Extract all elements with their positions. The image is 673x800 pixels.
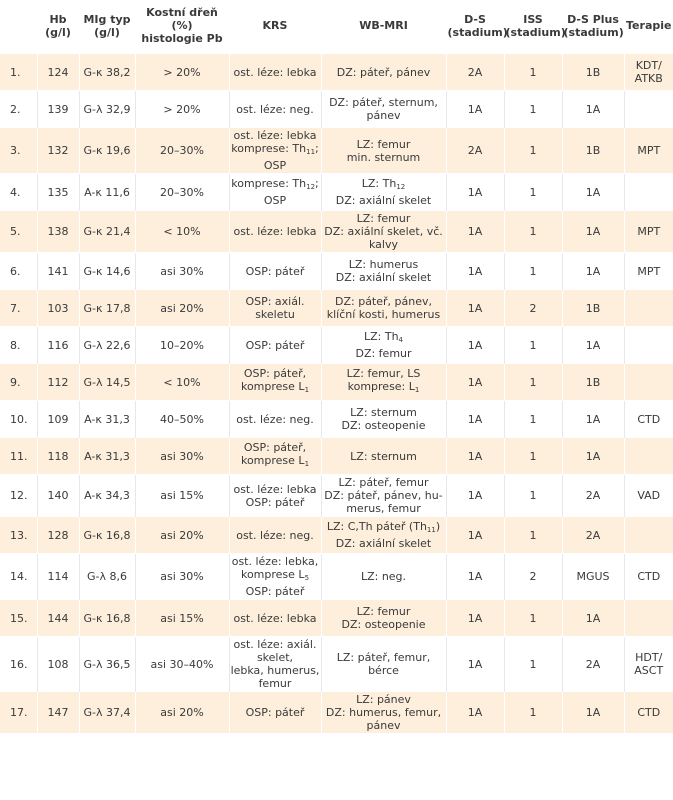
cell-ds-stage: 1A — [446, 600, 504, 637]
cell-therapy — [624, 637, 673, 692]
cell-line: kalvy — [369, 238, 398, 251]
cell-line: skeletu — [255, 308, 295, 321]
cell-ds-plus-stage: 1A — [562, 91, 624, 128]
cell-line: DZ: osteopenie — [341, 618, 426, 631]
cell-krs — [229, 128, 321, 174]
cell-line: ost. léze: lebka — [233, 65, 317, 79]
cell-line: skelet, — [256, 651, 294, 664]
cell-hb: 124 — [37, 54, 79, 91]
cell-line: LZ: neg. — [360, 570, 407, 583]
cell-iss-stage: 1 — [504, 128, 562, 174]
cell-hb: 118 — [37, 438, 79, 475]
header-line: Terapie — [626, 19, 672, 32]
cell-line: ASCT — [634, 664, 664, 677]
header-line: (stadium) — [447, 25, 508, 39]
cell-mig-type: G-κ 16,8 — [79, 517, 135, 554]
cell-line: LZ: sternum — [350, 449, 417, 463]
cell-iss-stage: 1 — [504, 364, 562, 401]
col-header-bone-marrow — [135, 0, 229, 54]
cell-line: komprese $L_1$ — [240, 380, 310, 394]
cell-line: MPT — [637, 144, 661, 157]
cell-ds-stage: 2A — [446, 128, 504, 174]
table-row — [0, 475, 673, 517]
cell-krs — [229, 475, 321, 517]
cell-line: bérce — [368, 664, 399, 677]
cell-ds-stage: 1A — [446, 290, 504, 327]
cell-line: ost. léze: neg. — [236, 412, 314, 426]
cell-therapy — [624, 290, 673, 327]
cell-line: ost. léze: neg. — [236, 102, 314, 116]
cell-krs — [229, 517, 321, 554]
cell-row-number: 7. — [0, 290, 37, 327]
header-line: KRS — [262, 19, 288, 32]
cell-wb-mri — [321, 211, 446, 253]
cell-line: DZ: axiální skelet, vč. — [324, 225, 443, 238]
cell-hb: 140 — [37, 475, 79, 517]
cell-bone-marrow: asi 20% — [135, 290, 229, 327]
cell-line: ATKB — [634, 72, 663, 85]
header-line: (stadium) — [563, 25, 624, 39]
table-row — [0, 290, 673, 327]
table-header — [0, 0, 673, 54]
cell-bone-marrow: asi 30% — [135, 438, 229, 475]
cell-bone-marrow: asi 30% — [135, 253, 229, 290]
cell-line: OSP: páteř — [245, 338, 305, 352]
cell-wb-mri — [321, 554, 446, 600]
cell-row-number: 11. — [0, 438, 37, 475]
table-row — [0, 438, 673, 475]
cell-ds-stage: 1A — [446, 692, 504, 734]
cell-line: komprese $L_1$ — [240, 454, 310, 468]
cell-line: LZ: páteř, femur, — [336, 651, 431, 664]
cell-krs — [229, 290, 321, 327]
table-row — [0, 401, 673, 438]
cell-row-number: 15. — [0, 600, 37, 637]
cell-ds-plus-stage: 1A — [562, 211, 624, 253]
cell-line: LZ: $Th_4$ — [363, 330, 404, 344]
cell-mig-type: G-λ 36,5 — [79, 637, 135, 692]
cell-bone-marrow: asi 20% — [135, 517, 229, 554]
header-line: Hb — [49, 12, 67, 26]
cell-krs — [229, 692, 321, 734]
cell-therapy — [624, 253, 673, 290]
cell-line: OSP: páteř — [245, 495, 305, 509]
cell-line: pánev — [366, 719, 401, 732]
cell-line: LZ: femur — [356, 605, 411, 618]
cell-line: DZ: femur — [355, 347, 412, 360]
cell-mig-type: G-κ 21,4 — [79, 211, 135, 253]
cell-hb: 108 — [37, 637, 79, 692]
cell-line: OSP: páteř — [245, 706, 305, 719]
cell-therapy — [624, 364, 673, 401]
col-header-row-number — [0, 0, 37, 54]
cell-wb-mri — [321, 290, 446, 327]
cell-iss-stage: 1 — [504, 438, 562, 475]
cell-krs — [229, 327, 321, 364]
cell-bone-marrow: asi 30% — [135, 554, 229, 600]
cell-therapy — [624, 54, 673, 91]
cell-ds-stage: 1A — [446, 475, 504, 517]
cell-ds-stage: 1A — [446, 401, 504, 438]
cell-row-number: 3. — [0, 128, 37, 174]
cell-ds-plus-stage: 1B — [562, 364, 624, 401]
cell-iss-stage: 1 — [504, 174, 562, 211]
cell-line: ost. léze: lebka — [233, 129, 317, 142]
cell-ds-plus-stage: 1A — [562, 692, 624, 734]
cell-row-number: 17. — [0, 692, 37, 734]
cell-line: LZ: femur — [356, 212, 411, 225]
cell-hb: 144 — [37, 600, 79, 637]
cell-row-number: 1. — [0, 54, 37, 91]
cell-bone-marrow: asi 20% — [135, 692, 229, 734]
cell-wb-mri — [321, 517, 446, 554]
cell-hb: 132 — [37, 128, 79, 174]
cell-line: lebka, humerus, — [230, 664, 320, 677]
cell-wb-mri — [321, 54, 446, 91]
cell-line: LZ: femur — [356, 137, 411, 151]
cell-krs — [229, 54, 321, 91]
cell-line: DZ: osteopenie — [341, 419, 426, 432]
cell-wb-mri — [321, 401, 446, 438]
table-row — [0, 91, 673, 128]
cell-iss-stage: 1 — [504, 54, 562, 91]
cell-line: komprese $L_5$ — [240, 568, 310, 582]
cell-line: femur — [258, 677, 292, 690]
table-row — [0, 600, 673, 637]
header-line: Kostní dřeň — [146, 6, 218, 19]
cell-line: komprese: $L_1$ — [347, 380, 420, 394]
cell-line: CTD — [637, 570, 661, 583]
cell-ds-plus-stage: 1B — [562, 290, 624, 327]
cell-wb-mri — [321, 475, 446, 517]
cell-ds-plus-stage: 2A — [562, 517, 624, 554]
cell-mig-type: G-κ 19,6 — [79, 128, 135, 174]
cell-iss-stage: 1 — [504, 475, 562, 517]
cell-mig-type: G-λ 14,5 — [79, 364, 135, 401]
cell-line: klíční kosti, humerus — [326, 308, 441, 321]
cell-line: DZ: humerus, femur, — [325, 706, 442, 719]
cell-therapy — [624, 475, 673, 517]
cell-row-number: 8. — [0, 327, 37, 364]
cell-therapy — [624, 600, 673, 637]
cell-line: ost. léze: lebka — [233, 225, 317, 238]
cell-iss-stage: 1 — [504, 517, 562, 554]
cell-line: pánev — [366, 109, 401, 122]
col-header-ds-stage — [446, 0, 508, 54]
cell-row-number: 5. — [0, 211, 37, 253]
cell-mig-type: G-λ 22,6 — [79, 327, 135, 364]
cell-iss-stage: 1 — [504, 401, 562, 438]
cell-hb: 112 — [37, 364, 79, 401]
cell-krs — [229, 211, 321, 253]
cell-line: OSP — [263, 159, 287, 172]
table-row — [0, 327, 673, 364]
table-row — [0, 517, 673, 554]
header-line: MIg typ — [83, 12, 131, 26]
cell-mig-type: A-κ 34,3 — [79, 475, 135, 517]
cell-mig-type: G-λ 32,9 — [79, 91, 135, 128]
header-line: WB-MRI — [359, 19, 408, 32]
cell-ds-stage: 1A — [446, 554, 504, 600]
cell-line: OSP: páteř, — [243, 441, 307, 454]
cell-wb-mri — [321, 600, 446, 637]
col-header-krs — [229, 0, 321, 54]
header-line: ISS — [523, 12, 543, 26]
cell-line: DZ: páteř, pánev — [336, 65, 431, 79]
cell-hb: 138 — [37, 211, 79, 253]
cell-hb: 109 — [37, 401, 79, 438]
cell-line: ost. léze: axiál. — [233, 638, 317, 651]
cell-bone-marrow: asi 15% — [135, 475, 229, 517]
cell-line: OSP — [263, 194, 287, 207]
cell-row-number: 12. — [0, 475, 37, 517]
cell-mig-type: G-λ 37,4 — [79, 692, 135, 734]
table-row — [0, 554, 673, 600]
cell-krs — [229, 174, 321, 211]
cell-line: KDT/ — [635, 59, 662, 72]
cell-ds-stage: 1A — [446, 438, 504, 475]
cell-iss-stage: 1 — [504, 600, 562, 637]
cell-wb-mri — [321, 637, 446, 692]
cell-ds-stage: 2A — [446, 54, 504, 91]
cell-therapy — [624, 327, 673, 364]
cell-row-number: 14. — [0, 554, 37, 600]
cell-therapy — [624, 517, 673, 554]
cell-line: VAD — [637, 489, 661, 502]
cell-krs — [229, 554, 321, 600]
cell-line: komprese: $Th_{12}$; — [231, 177, 319, 191]
cell-line: komprese: $Th_{11}$; — [231, 142, 319, 156]
header-line: (g/l) — [45, 25, 71, 39]
cell-krs — [229, 91, 321, 128]
cell-line: DZ: páteř, pánev, — [335, 295, 432, 308]
cell-line: OSP: páteř, — [243, 367, 307, 380]
cell-therapy — [624, 91, 673, 128]
cell-line: DZ: páteř, sternum, — [329, 96, 438, 109]
cell-hb: 147 — [37, 692, 79, 734]
cell-wb-mri — [321, 692, 446, 734]
cell-wb-mri — [321, 327, 446, 364]
cell-iss-stage: 1 — [504, 327, 562, 364]
cell-ds-plus-stage: 1B — [562, 128, 624, 174]
cell-iss-stage: 2 — [504, 290, 562, 327]
cell-therapy — [624, 692, 673, 734]
cell-mig-type: G-κ 38,2 — [79, 54, 135, 91]
table-row — [0, 174, 673, 211]
cell-wb-mri — [321, 364, 446, 401]
cell-line: DZ: páteř, pánev, hu- — [324, 489, 443, 502]
cell-iss-stage: 1 — [504, 692, 562, 734]
cell-krs — [229, 364, 321, 401]
cell-ds-plus-stage: 1A — [562, 438, 624, 475]
cell-ds-stage: 1A — [446, 91, 504, 128]
header-line: (g/l) — [94, 25, 120, 39]
cell-bone-marrow: > 20% — [135, 91, 229, 128]
header-row — [0, 0, 673, 54]
col-header-mig-type — [79, 0, 135, 54]
cell-iss-stage: 2 — [504, 554, 562, 600]
cell-line: merus, femur — [346, 502, 421, 515]
table-row — [0, 128, 673, 174]
cell-bone-marrow: asi 30–40% — [135, 637, 229, 692]
cell-ds-stage: 1A — [446, 327, 504, 364]
cell-ds-plus-stage: 1A — [562, 174, 624, 211]
cell-line: ost. léze: lebka — [233, 482, 317, 496]
cell-bone-marrow: asi 15% — [135, 600, 229, 637]
cell-ds-plus-stage: 2A — [562, 637, 624, 692]
cell-line: LZ: humerus — [348, 258, 419, 271]
cell-krs — [229, 253, 321, 290]
cell-mig-type: G-κ 17,8 — [79, 290, 135, 327]
col-header-therapy — [624, 0, 673, 54]
cell-ds-stage: 1A — [446, 253, 504, 290]
header-line: D-S Plus — [567, 12, 619, 26]
cell-iss-stage: 1 — [504, 91, 562, 128]
cell-line: OSP: axiál. — [245, 295, 305, 308]
cell-mig-type: A-κ 11,6 — [79, 174, 135, 211]
cell-row-number: 13. — [0, 517, 37, 554]
cell-hb: 139 — [37, 91, 79, 128]
header-line: histologie Pb — [141, 32, 223, 45]
cell-ds-plus-stage: 2A — [562, 475, 624, 517]
table-row — [0, 253, 673, 290]
cell-wb-mri — [321, 91, 446, 128]
cell-ds-stage: 1A — [446, 364, 504, 401]
cell-wb-mri — [321, 128, 446, 174]
cell-line: DZ: axiální skelet — [335, 194, 432, 207]
cell-hb: 116 — [37, 327, 79, 364]
cell-mig-type: G-κ 14,6 — [79, 253, 135, 290]
cell-line: MPT — [637, 225, 661, 238]
cell-bone-marrow: 40–50% — [135, 401, 229, 438]
cell-line: LZ: femur, LS — [346, 367, 421, 380]
cell-iss-stage: 1 — [504, 637, 562, 692]
cell-line: LZ: pánev — [356, 693, 411, 706]
table-row — [0, 692, 673, 734]
cell-therapy — [624, 128, 673, 174]
table-body — [0, 54, 673, 734]
cell-therapy — [624, 211, 673, 253]
col-header-wb-mri — [321, 0, 446, 54]
cell-mig-type: A-κ 31,3 — [79, 401, 135, 438]
header-line: D-S — [464, 12, 486, 26]
cell-bone-marrow: 20–30% — [135, 128, 229, 174]
cell-line: ost. léze: lebka — [233, 611, 317, 625]
cell-ds-stage: 1A — [446, 637, 504, 692]
cell-ds-plus-stage: 1B — [562, 54, 624, 91]
cell-line: OSP: páteř — [245, 585, 305, 598]
cell-row-number: 16. — [0, 637, 37, 692]
cell-krs — [229, 637, 321, 692]
cell-ds-plus-stage: 1A — [562, 600, 624, 637]
cell-ds-stage: 1A — [446, 174, 504, 211]
cell-line: min. sternum — [346, 150, 421, 164]
cell-wb-mri — [321, 253, 446, 290]
cell-ds-plus-stage: 1A — [562, 401, 624, 438]
cell-line: MPT — [637, 264, 661, 278]
cell-krs — [229, 600, 321, 637]
cell-iss-stage: 1 — [504, 253, 562, 290]
col-header-hb — [37, 0, 79, 54]
cell-row-number: 10. — [0, 401, 37, 438]
cell-bone-marrow: < 10% — [135, 364, 229, 401]
cell-bone-marrow: 20–30% — [135, 174, 229, 211]
cell-mig-type: A-κ 31,3 — [79, 438, 135, 475]
cell-row-number: 6. — [0, 253, 37, 290]
cell-line: DZ: axiální skelet — [335, 271, 432, 284]
cell-bone-marrow: > 20% — [135, 54, 229, 91]
cell-ds-plus-stage: 1A — [562, 253, 624, 290]
table-row — [0, 364, 673, 401]
cell-row-number: 2. — [0, 91, 37, 128]
cell-line: CTD — [637, 706, 661, 719]
cell-therapy — [624, 174, 673, 211]
cell-iss-stage: 1 — [504, 211, 562, 253]
cell-line: LZ: sternum — [350, 406, 417, 419]
cell-row-number: 9. — [0, 364, 37, 401]
col-header-ds-plus-stage — [562, 0, 624, 54]
cell-line: HDT/ — [635, 651, 663, 664]
cell-ds-stage: 1A — [446, 211, 504, 253]
cell-hb: 114 — [37, 554, 79, 600]
cell-bone-marrow: 10–20% — [135, 327, 229, 364]
col-header-iss-stage — [504, 0, 566, 54]
cell-line: DZ: axiální skelet — [335, 537, 432, 550]
cell-line: ost. léze: neg. — [236, 528, 314, 542]
header-line: (%) — [171, 19, 193, 32]
table-row — [0, 637, 673, 692]
cell-hb: 128 — [37, 517, 79, 554]
cell-wb-mri — [321, 174, 446, 211]
cell-ds-plus-stage: MGUS — [562, 554, 624, 600]
cell-mig-type: G-λ 8,6 — [79, 554, 135, 600]
cell-wb-mri — [321, 438, 446, 475]
cell-ds-plus-stage: 1A — [562, 327, 624, 364]
cell-line: LZ: páteř, femur — [338, 476, 429, 489]
cell-hb: 141 — [37, 253, 79, 290]
cell-row-number: 4. — [0, 174, 37, 211]
cell-line: LZ: $Th_{12}$ — [361, 177, 406, 191]
cell-bone-marrow: < 10% — [135, 211, 229, 253]
cell-hb: 103 — [37, 290, 79, 327]
cell-line: LZ: C,Th páteř $(Th_{11})$ — [326, 520, 441, 534]
cell-krs — [229, 401, 321, 438]
cell-hb: 135 — [37, 174, 79, 211]
cell-krs — [229, 438, 321, 475]
cell-line: CTD — [637, 412, 661, 426]
table-row — [0, 54, 673, 91]
cell-line: ost. léze: lebka, — [231, 555, 319, 568]
cell-therapy — [624, 401, 673, 438]
cell-mig-type: G-κ 16,8 — [79, 600, 135, 637]
cell-therapy — [624, 554, 673, 600]
cell-ds-stage: 1A — [446, 517, 504, 554]
cell-therapy — [624, 438, 673, 475]
cell-line: OSP: páteř — [245, 264, 305, 278]
table-row — [0, 211, 673, 253]
header-line: (stadium) — [505, 25, 566, 39]
